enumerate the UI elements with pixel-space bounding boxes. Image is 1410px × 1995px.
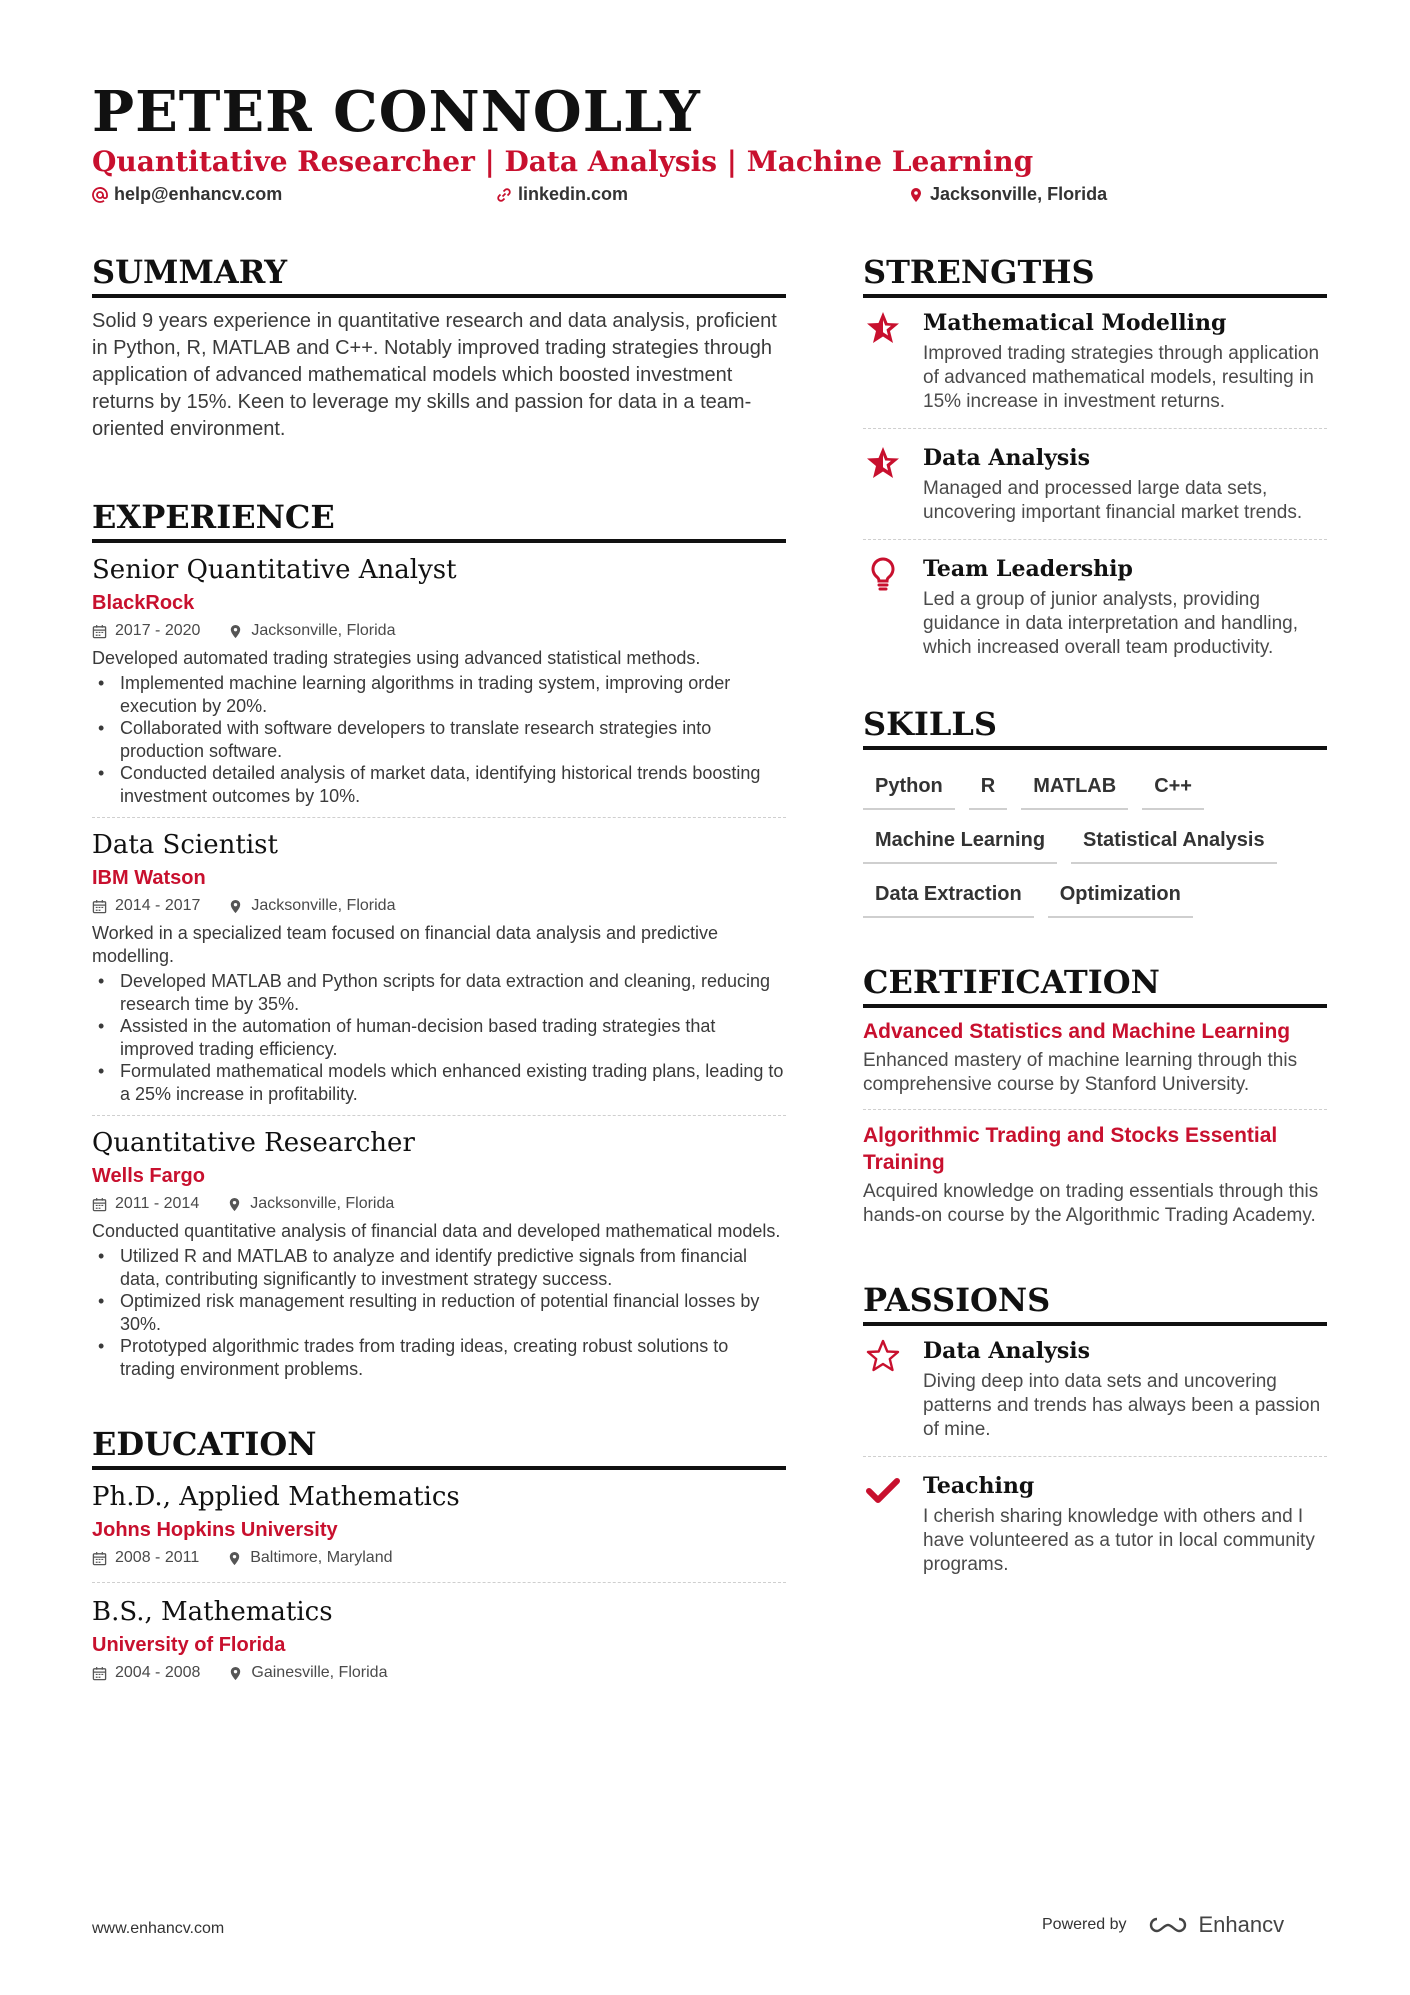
strengths-heading: STRENGTHS [863,252,1327,298]
skill-tag: Machine Learning [863,826,1057,864]
summary-section [92,252,786,443]
left-column [92,252,786,1709]
job-bullet: • Conducted detailed analysis of market data, identifying historical trends boosting investment outcomes by 10%. [92,762,786,807]
job-location [227,1192,394,1216]
job-dates-text: 2014 - 2017 [115,897,201,914]
job-meta [92,619,786,643]
degree-title: B.S., Mathematics [92,1597,333,1627]
skill-tag: Python [863,772,955,810]
skills-heading: SKILLS [863,704,1327,750]
experience-section [92,497,786,1390]
skill-tag: C++ [1142,772,1204,810]
passions-section [863,1280,1327,1591]
strength-item [863,554,1327,674]
contact-location [908,184,1107,205]
footer-website[interactable]: www.enhancv.com [92,1920,225,1937]
right-column [863,252,1327,1605]
certification-description: Acquired knowledge on trading essentials through this hands-on course by the Algorithmic Trading Academy. [863,1181,1319,1226]
job-dates-text: 2011 - 2014 [115,1195,200,1212]
star-icon [865,445,901,481]
job-dates [92,894,200,918]
skill-tag: MATLAB [1021,772,1128,810]
location-pin-icon [227,1197,242,1212]
job-title: Quantitative Researcher [92,1128,415,1158]
strength-description: Improved trading strategies through application of advanced mathematical models, resulting in 15% increase in investment returns. [923,343,1320,412]
passion-description: I cherish sharing knowledge with others and I have volunteered as a tutor in local community programs. [923,1506,1315,1575]
job-entry [92,1126,786,1390]
passion-title: Teaching [923,1473,1035,1499]
company-name: IBM Watson [92,867,206,889]
education-section [92,1424,786,1697]
star-outline-icon [865,1338,901,1374]
link-icon [496,187,512,203]
education-entry [92,1595,786,1697]
contact-bar [92,184,1322,210]
strength-item [863,443,1327,540]
location-pin-icon [228,1666,243,1681]
footer-branding [1042,1912,1284,1938]
job-dates [92,619,200,643]
education-meta [92,1661,786,1685]
location-pin-icon [227,1551,242,1566]
passion-description: Diving deep into data sets and uncovering patterns and trends has always been a passion of mine. [923,1371,1321,1440]
certification-section [863,962,1327,1240]
certification-title: Algorithmic Trading and Stocks Essential Training [863,1124,1278,1174]
school-name: University of Florida [92,1634,286,1656]
job-entry [92,553,786,818]
job-description: Developed automated trading strategies using advanced statistical methods. [92,648,701,668]
job-bullet: • Utilized R and MATLAB to analyze and identify predictive signals from financial data, contributing significantly to investment strategy success. [92,1245,786,1290]
education-location-text: Gainesville, Florida [251,1664,388,1681]
email-text: help@enhancv.com [114,184,283,204]
job-bullet: • Formulated mathematical models which enhanced existing trading plans, leading to a 25% increase in profitability. [92,1060,786,1105]
skills-section [863,704,1327,918]
at-icon [92,187,108,203]
calendar-icon [92,1551,107,1566]
strength-title: Team Leadership [923,556,1133,582]
job-bullets [92,1245,786,1380]
job-bullet: • Optimized risk management resulting in reduction of potential financial losses by 30%. [92,1290,786,1335]
certification-item [863,1018,1327,1110]
brand-name: Enhancv [1198,1912,1285,1937]
job-location [228,894,395,918]
job-bullets [92,970,786,1105]
strength-title: Mathematical Modelling [923,310,1227,336]
passions-heading: PASSIONS [863,1280,1327,1326]
job-bullet: • Developed MATLAB and Python scripts for data extraction and cleaning, reducing research time by 35%. [92,970,786,1015]
job-location-text: Jacksonville, Florida [251,622,396,639]
job-entry [92,828,786,1116]
job-title: Senior Quantitative Analyst [92,555,457,585]
education-dates-text: 2008 - 2011 [115,1549,200,1566]
calendar-icon [92,1666,107,1681]
passion-item [863,1471,1327,1591]
education-dates [92,1661,200,1685]
education-meta [92,1546,786,1570]
strength-description: Led a group of junior analysts, providing guidance in data interpretation and handling, which increased overall team productivity. [923,589,1299,658]
candidate-headline: Quantitative Researcher | Data Analysis | Machine Learning [92,145,1034,178]
skill-tag: R [969,772,1007,810]
job-description: Worked in a specialized team focused on financial data analysis and predictive modelling. [92,923,719,966]
job-location-text: Jacksonville, Florida [250,1195,395,1212]
education-location [227,1546,392,1570]
job-description: Conducted quantitative analysis of financial data and developed mathematical models. [92,1221,781,1241]
school-name: Johns Hopkins University [92,1519,338,1541]
strength-description: Managed and processed large data sets, uncovering important financial market trends. [923,478,1303,523]
location-pin-icon [228,899,243,914]
summary-text: Solid 9 years experience in quantitative research and data analysis, proficient in Python, R, MATLAB and C++. Notably improved trading strategies through application of advanced mathematical models which boosted investment returns by 15%. Keen to leverage my skills and passion for data in a team-oriented environment. [92,310,777,440]
calendar-icon [92,1197,107,1212]
degree-title: Ph.D., Applied Mathematics [92,1482,460,1512]
job-dates-text: 2017 - 2020 [115,622,201,639]
education-dates [92,1546,199,1570]
enhancv-logo-icon [1145,1913,1191,1937]
checkmark-icon [865,1473,901,1509]
skill-tag: Data Extraction [863,880,1034,918]
skills-list [863,760,1327,918]
company-name: Wells Fargo [92,1165,205,1187]
experience-heading: EXPERIENCE [92,497,786,543]
certification-title: Advanced Statistics and Machine Learning [863,1020,1291,1043]
skill-tag: Optimization [1048,880,1193,918]
location-pin-icon [228,624,243,639]
job-bullet: • Implemented machine learning algorithms in trading system, improving order execution by 20%. [92,672,786,717]
calendar-icon [92,624,107,639]
job-bullet: • Prototyped algorithmic trades from trading ideas, creating robust solutions to trading environment problems. [92,1335,786,1380]
strengths-section [863,252,1327,674]
job-location [228,619,395,643]
passion-title: Data Analysis [923,1338,1090,1364]
summary-heading: SUMMARY [92,252,786,298]
certification-description: Enhanced mastery of machine learning through this comprehensive course by Stanford University. [863,1050,1298,1095]
job-title: Data Scientist [92,830,278,860]
job-dates [92,1192,199,1216]
education-entry [92,1480,786,1583]
company-name: BlackRock [92,592,195,614]
location-text: Jacksonville, Florida [930,184,1108,204]
job-meta [92,894,786,918]
certification-heading: CERTIFICATION [863,962,1327,1008]
job-location-text: Jacksonville, Florida [251,897,396,914]
job-bullet: • Assisted in the automation of human-decision based trading strategies that improved trading efficiency. [92,1015,786,1060]
contact-email[interactable] [92,184,282,205]
education-heading: EDUCATION [92,1424,786,1470]
skill-tag: Statistical Analysis [1071,826,1277,864]
strength-title: Data Analysis [923,445,1090,471]
star-icon [865,310,901,346]
job-meta [92,1192,786,1216]
certification-item [863,1122,1327,1240]
job-bullet: • Collaborated with software developers to translate research strategies into production software. [92,717,786,762]
linkedin-text: linkedin.com [518,184,629,204]
powered-by-label: Powered by [1042,1916,1127,1933]
education-location [228,1661,387,1685]
contact-linkedin[interactable] [496,184,628,205]
education-dates-text: 2004 - 2008 [115,1664,201,1681]
strength-item [863,308,1327,429]
candidate-name: PETER CONNOLLY [92,79,701,145]
passion-item [863,1336,1327,1457]
lightbulb-icon [865,556,901,592]
job-bullets [92,672,786,807]
education-location-text: Baltimore, Maryland [250,1549,393,1566]
calendar-icon [92,899,107,914]
enhancv-logo[interactable] [1145,1912,1285,1938]
location-pin-icon [908,187,924,203]
